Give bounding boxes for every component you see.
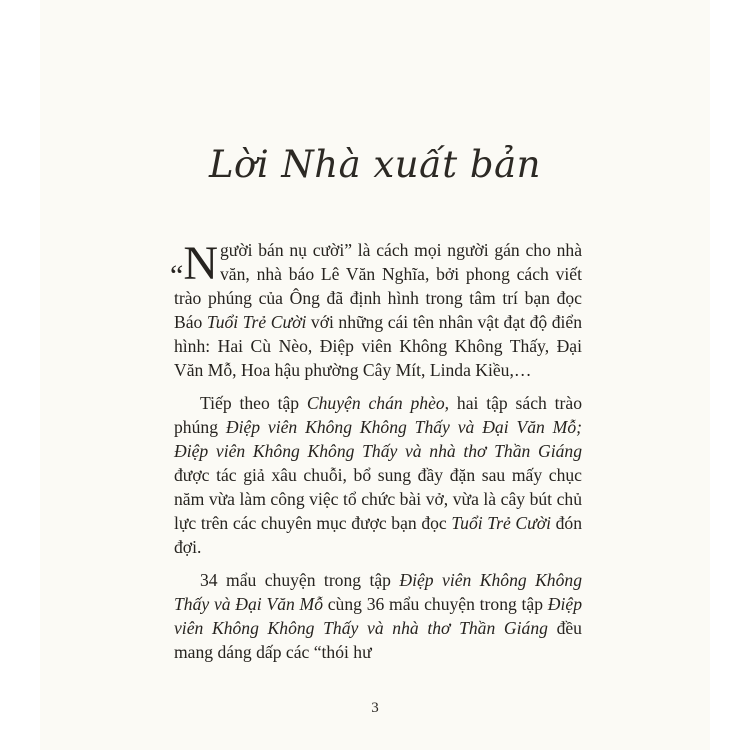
text-run: 34 mẩu chuyện trong tập [200,570,400,590]
italic-title-text: Điệp viên Không Không Thấy và nhà thơ Thần Giáng [174,594,582,638]
paragraph-3 [174,568,582,664]
drop-cap-letter: N [183,237,218,290]
opening-quote-mark: “ [170,259,184,292]
text-run: hai tập sách trào phúng [174,393,582,437]
text-run: gười bán nụ cười” là cách mọi người gán cho nhà văn, nhà báo Lê Văn Nghĩa, bởi phong cách viết trào phúng của Ông đã định hình trong tâm trí bạn đọc Báo [174,240,582,332]
book-page [40,0,710,750]
text-run: cùng 36 mẩu chuyện trong tập [323,594,548,614]
paragraph-1 [170,237,583,382]
text-run: đón đợi. [174,513,582,557]
italic-title-text: Điệp viên Không Không Thấy và Đại Văn Mỗ [174,570,582,614]
italic-title-text: Chuyện chán phèo, [306,393,450,413]
page-number: 3 [371,700,379,716]
page-title: Lời Nhà xuất bản [208,143,542,186]
italic-title-text: Điệp viên Không Không Thấy và Đại Văn Mỗ; Điệp viên Không Không Thấy và nhà thơ Thần Giáng [174,417,582,461]
text-run: Tiếp theo tập [200,393,307,413]
italic-title-text: Tuổi Trẻ Cười [206,312,307,332]
drop-cap [170,237,218,292]
paragraph-1-text [174,240,582,380]
text-run: với những cái tên nhân vật đạt độ điển hình: Hai Cù Nèo, Điệp viên Không Không Thấy, Đại Văn Mỗ, Hoa hậu phường Cây Mít, Linda Kiều,… [174,312,583,380]
paragraph-2 [174,391,582,559]
text-run: được tác giả xâu chuỗi, bổ sung đầy đặn sau mấy chục năm vừa làm công việc tổ chức bài vở, vừa là cây bút chủ lực trên các chuyên mục được bạn đọc [174,465,582,533]
body-text [170,237,583,673]
italic-title-text: Tuổi Trẻ Cười [451,513,551,533]
text-run: đều mang dáng dấp các “thói hư [174,618,582,662]
